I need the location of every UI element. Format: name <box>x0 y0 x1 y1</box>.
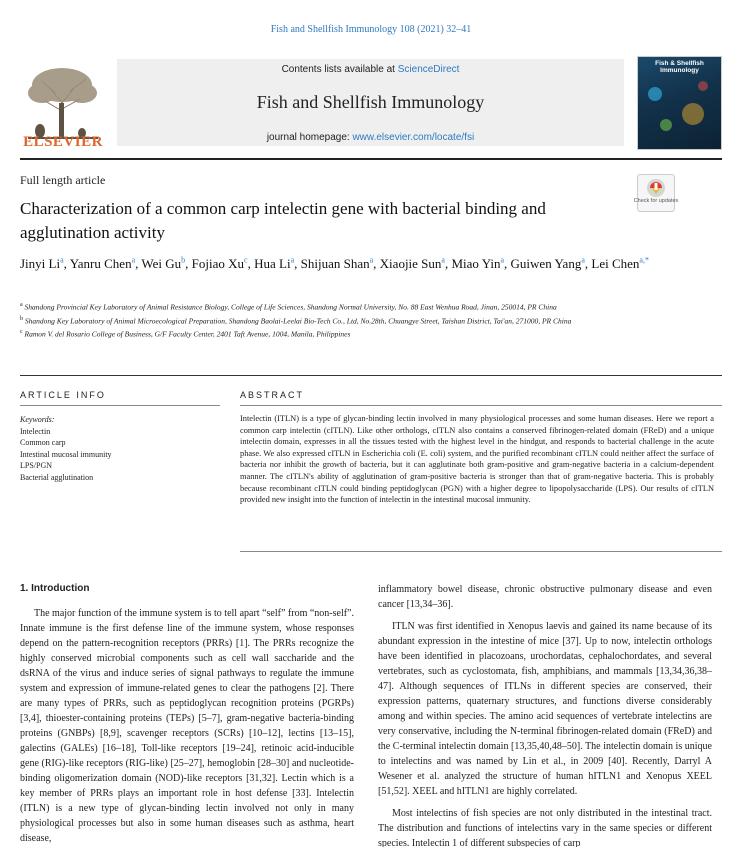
affiliation-text: Shandong Key Laboratory of Animal Microecological Preparation, Shandong Baolai-Leelai Bio-Tech Co., Ltd, No.28th, Chuangye Street, Taishan District, Tai'an, 271000, PR China <box>23 316 572 325</box>
affiliation-item <box>20 300 660 313</box>
author-separator: , <box>373 256 380 271</box>
body-column-left <box>20 582 354 847</box>
cover-decoration-icon <box>648 87 662 101</box>
author-separator: , <box>63 256 70 271</box>
cover-decoration-icon <box>698 81 708 91</box>
body-paragraph: The major function of the immune system is to tell apart “self” from “non-self”. Innate immune is the first defense line of the immune system, whose responses depend on the pattern-recognition receptors (PRRs) [1]. The PRRs recognize the highly conserved microbial components such as cell wall saccharide and the dsRNA of the virus and induce series of signal pathways to regulate the immune system and expression of immune-related genes to clear the pathogens [2]. There are many types of PRRs, such as peptidoglycan recognition proteins (PGRPs) [3,4], thioester-containing proteins (TEPs) [5–7], gram-negative bacteria-binding proteins (GNBPs) [8,9], scavenger receptors (SCRs) [10–12], lectins [13–15], galectins (GALEs) [16–18], Toll-like receptors [19–24], retinoic acid-inducible gene (RIG)-like receptors (RIG-like) [25–27], hemoglobin [28–30] and nucleotide-binding oligomerization domain (NOD)-like receptors [31,32]. Lectin which is a key member of PRRs plays an important role in host defense [33]. Intelectin (ITLN) is a new type of glycan-binding lectin involved not only in many physiological processes but also in some human diseases such as asthma, heart disease, <box>20 608 354 844</box>
author-name[interactable]: Jinyi Li <box>20 256 61 271</box>
keyword-item: Intestinal mucosal immunity <box>20 449 112 459</box>
affiliation-text: Ramon V. del Rosario College of Business, G/F Faculty Center, 2401 Taft Avenue, 1004, Manila, Philippines <box>22 329 351 339</box>
author-name[interactable]: Wei Gu <box>141 256 182 271</box>
cover-title: Fish & Shellfish Immunology <box>655 60 704 74</box>
author-affiliation-marker[interactable]: a <box>290 255 295 265</box>
author-affiliation-marker[interactable]: c <box>244 255 248 265</box>
crossmark-label[interactable]: Check for updates <box>633 198 679 204</box>
author-separator: , <box>504 256 511 271</box>
author-separator: , <box>584 256 592 271</box>
body-paragraph: Most intelectins of fish species are not only distributed in the intestinal tract. The distribution and functions of intelectins vary in the same species or different species. Intelectin 1 of different subspecies of carp <box>378 808 712 847</box>
affiliation-marker: c <box>20 329 23 335</box>
author-separator: , <box>444 256 452 271</box>
author-separator: , <box>185 256 192 271</box>
author-affiliation-marker[interactable]: a <box>500 255 505 265</box>
affiliation-text: Shandong Provincial Key Laboratory of Animal Resistance Biology, College of Life Sciences, Shandong Normal University, No. 88 East Wenhua Road, Jinan, 250014, PR China <box>22 302 557 312</box>
journal-homepage-link[interactable]: www.elsevier.com/locate/fsi <box>352 132 475 143</box>
affiliation-marker: b <box>20 315 23 322</box>
author-affiliation-marker[interactable]: a <box>581 255 585 265</box>
contents-availability <box>117 64 624 75</box>
article-type: Full length article <box>20 173 106 187</box>
left-paragraphs <box>20 606 354 846</box>
author-affiliation-marker[interactable]: a <box>441 255 445 265</box>
affiliation-item <box>20 314 660 327</box>
affiliation-marker: a <box>20 302 23 308</box>
elsevier-wordmark[interactable]: ELSEVIER <box>23 134 103 150</box>
affiliations <box>20 300 660 341</box>
author-affiliation-marker[interactable]: b <box>181 255 186 265</box>
section-divider <box>20 375 722 376</box>
crossmark-icon[interactable] <box>637 174 675 212</box>
journal-cover-thumbnail[interactable] <box>637 56 722 150</box>
journal-reference[interactable]: Fish and Shellfish Immunology 108 (2021) 32–41 <box>270 24 472 35</box>
body-paragraph: ITLN was first identified in Xenopus laevis and gained its name because of its abundant expression in the intestine of mice [37]. Up to now, intelectin orthologs have been identified in placozoans, urochordatas, cephalochordates, and several vertebrates, such as cyclostomata, fish, amphibians, and mammals [13,34,36,38–47]. Although sequences of ITLNs in different species are conserved, their expression patterns, quaternary structures, and functions diverse considerably among and within species. The amino acid sequences of vertebrate intelectins are very conservative, including the N-terminal fibrinogen-related domain (FReD) and the C-terminal intelectin domain [13,35,40,48–50]. The intelectin domain is unique to intelectins and was named by Lin et al., in 2009 [40]. Recently, Darryl A Wesener et al. analyzed the structure of human hITLN1 and Xenopus XEEL [51,52]. XEEL and hITLN1 are highly correlated. <box>378 621 712 797</box>
author-affiliation-marker[interactable]: a <box>60 255 64 265</box>
author-affiliation-marker[interactable]: a,* <box>639 255 649 265</box>
abstract-bottom-divider <box>240 551 722 552</box>
author-list <box>20 255 720 273</box>
cover-decoration-icon <box>682 103 704 125</box>
masthead <box>20 56 722 152</box>
keyword-item: Bacterial agglutination <box>20 472 94 482</box>
keywords-list <box>20 426 220 484</box>
author-name[interactable]: Guiwen Yang <box>510 256 582 271</box>
author-name[interactable]: Miao Yin <box>451 256 501 271</box>
author-name[interactable]: Fojiao Xu <box>191 256 245 271</box>
body-column-right <box>378 582 712 847</box>
author-affiliation-marker[interactable]: a <box>369 255 374 265</box>
article-info-heading: ARTICLE INFO <box>20 390 106 400</box>
author-separator: , <box>135 256 142 271</box>
journal-banner <box>117 59 624 146</box>
author-name[interactable]: Shijuan Shan <box>300 256 370 271</box>
sciencedirect-link[interactable]: ScienceDirect <box>397 64 460 75</box>
author-separator: , <box>294 256 301 271</box>
keywords-label: Keywords: <box>20 415 55 424</box>
author-separator: , <box>247 256 255 271</box>
introduction-heading: 1. Introduction <box>20 583 90 594</box>
homepage-prefix: journal homepage: <box>266 132 353 143</box>
header-divider <box>20 158 722 160</box>
keyword-item: Common carp <box>20 438 66 447</box>
article-title: Characterization of a common carp intelectin gene with bacterial binding and agglutination activity <box>20 199 546 242</box>
author-name[interactable]: Hua Li <box>254 256 291 271</box>
keyword-item: Intelectin <box>20 426 51 436</box>
keyword-item: LPS/PGN <box>20 461 53 470</box>
journal-title[interactable]: Fish and Shellfish Immunology <box>256 92 485 112</box>
author-name[interactable]: Xiaojie Sun <box>379 256 442 271</box>
keywords-block <box>20 414 220 483</box>
right-paragraphs <box>378 582 712 847</box>
abstract-heading: ABSTRACT <box>240 390 305 400</box>
author-name[interactable]: Yanru Chen <box>69 256 132 271</box>
article-info-divider <box>20 405 220 406</box>
abstract-text: Intelectin (ITLN) is a type of glycan-binding lectin involved in many physiological processes and some human diseases. Here we report a common carp intelectin (cITLN). Like other orthologs, cITLN also contains a conserved fibrinogen-related domain (FReD) and a unique intelectin domain, expresses in all the tissues tested with the highest level in the hindgut, and responds to bacterial challenge in the acute phase. We also expressed cITLN in Escherichia coli (E. coli) system, and the purified recombinant cITLN could neither affect the surface of bacteria nor inhibit the growth of bacteria, but it can agglutinate both gram-positive and gram-negative bacteria in a calcium-dependent manner. The cITLN's ability of agglutination of gram-positive bacteria is stronger than that of gram-negative bacteria. This is probably because recombinant cITLN could binding peptidoglycan (PGN) with a higher degree to lipopolysaccharide (LPS). Our results of cITLN provided new insight into the function of intelectin in the intestinal mucosal immunity. <box>240 414 714 505</box>
author-affiliation-marker[interactable]: a <box>131 255 136 265</box>
body-paragraph: inflammatory bowel disease, chronic obstructive pulmonary disease and even cancer [13,34–36]. <box>378 584 712 610</box>
journal-homepage <box>117 132 624 143</box>
author-name[interactable]: Lei Chen <box>591 256 640 271</box>
affiliation-item <box>20 327 660 340</box>
contents-prefix: Contents lists available at <box>281 64 398 75</box>
abstract-divider <box>240 405 722 406</box>
cover-decoration-icon <box>660 119 672 131</box>
